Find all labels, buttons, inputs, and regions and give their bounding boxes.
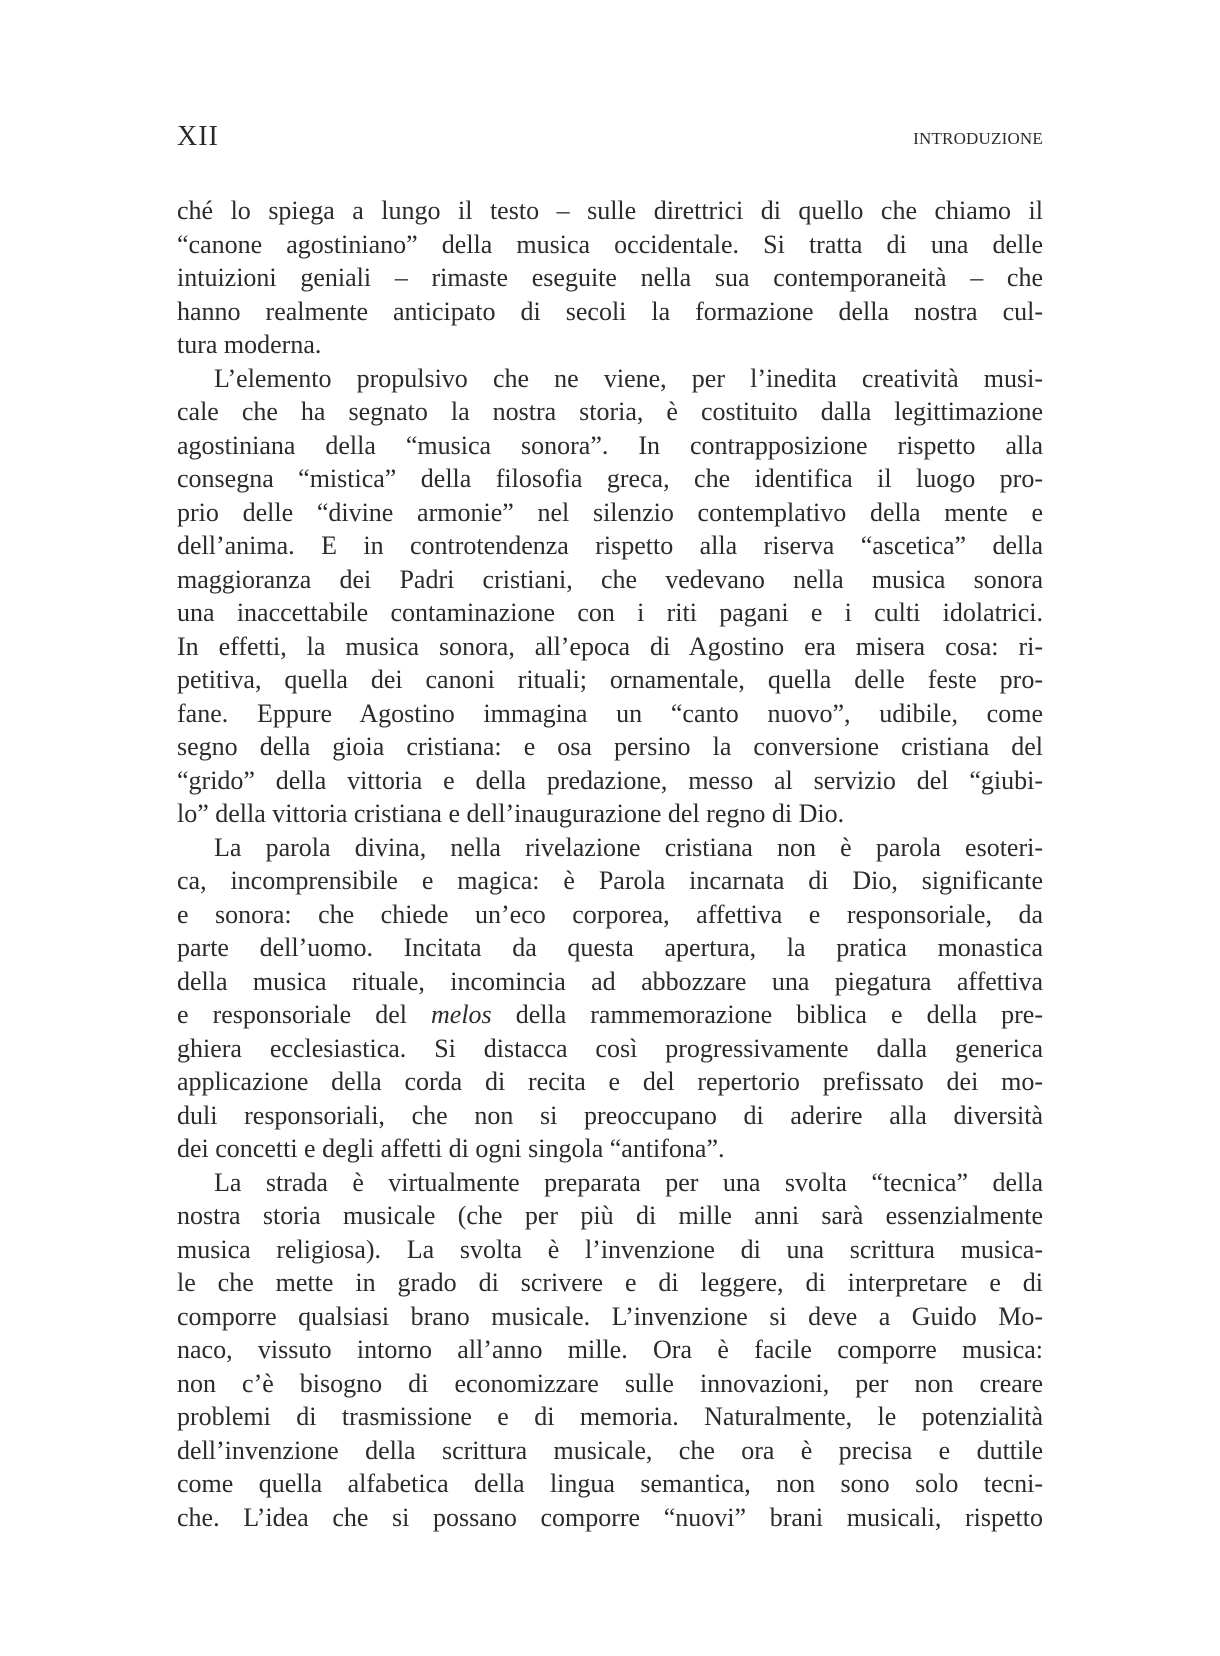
text-line: petitiva, quella dei canoni rituali; ornamentale, quella delle feste pro- <box>177 665 1043 694</box>
text-line: agostiniana della “musica sonora”. In contrapposizione rispetto alla <box>177 430 1043 460</box>
text-line: e responsoriale del melos della rammemorazione biblica e della pre- <box>177 1000 1043 1029</box>
text-line: ca, incomprensibile e magica: è Parola incarnata di Dio, significante <box>177 866 1043 895</box>
text-line: naco, vissuto intorno all’anno mille. Ora è facile comporre musica: <box>177 1335 1043 1364</box>
text-line: dell’invenzione della scrittura musicale, che ora è precisa e duttile <box>177 1435 1043 1465</box>
text-line: e sonora: che chiede un’eco corporea, affettiva e responsoriale, da <box>177 899 1043 929</box>
text-line: le che mette in grado di scrivere e di leggere, di interpretare e di <box>177 1268 1043 1297</box>
text-line: nostra storia musicale (che per più di mille anni sarà essenzialmente <box>177 1201 1043 1230</box>
text-line: problemi di trasmissione e di memoria. Naturalmente, le potenzialità <box>177 1402 1043 1431</box>
text-line: hanno realmente anticipato di secoli la formazione della nostra cul- <box>177 296 1043 326</box>
text-line: ghiera ecclesiastica. Si distacca così progressivamente dalla generica <box>177 1033 1043 1063</box>
text-line: La strada è virtualmente preparata per una svolta “tecnica” della <box>214 1167 1043 1197</box>
text-line: cale che ha segnato la nostra storia, è costituito dalla legittimazione <box>177 397 1043 426</box>
text-line: intuizioni geniali – rimaste eseguite nella sua contemporaneità – che <box>177 263 1043 292</box>
text-line: L’elemento propulsivo che ne viene, per l’inedita creatività musi- <box>214 363 1043 393</box>
text-line: tura moderna. <box>177 330 322 359</box>
text-line: dell’anima. E in controtendenza rispetto alla riserva “ascetica” della <box>177 531 1043 560</box>
text-line: La parola divina, nella rivelazione cristiana non è parola esoteri- <box>214 832 1043 862</box>
text-line: che. L’idea che si possano comporre “nuovi” brani musicali, rispetto <box>177 1502 1043 1532</box>
text-line: ché lo spiega a lungo il testo – sulle direttrici di quello che chiamo il <box>177 196 1043 225</box>
text-line: “grido” della vittoria e della predazione, messo al servizio del “giubi- <box>177 765 1043 795</box>
running-head <box>177 121 1043 161</box>
text-line: fane. Eppure Agostino immagina un “canto nuovo”, udibile, come <box>177 698 1043 728</box>
section-title: INTRODUZIONE <box>913 129 1043 148</box>
text-line: non c’è bisogno di economizzare sulle innovazioni, per non creare <box>177 1368 1043 1398</box>
text-line: una inaccettabile contaminazione con i riti pagani e i culti idolatrici. <box>177 598 1043 627</box>
text-line: come quella alfabetica della lingua semantica, non sono solo tecni- <box>177 1469 1043 1498</box>
text-line: della musica rituale, incomincia ad abbozzare una piegatura affettiva <box>177 966 1043 996</box>
body-text <box>177 194 1043 1534</box>
page-number: XII <box>177 121 219 152</box>
text-line: In effetti, la musica sonora, all’epoca di Agostino era misera cosa: ri- <box>177 631 1043 661</box>
text-line: maggioranza dei Padri cristiani, che vedevano nella musica sonora <box>177 564 1043 594</box>
text-line: duli responsoriali, che non si preoccupano di aderire alla diversità <box>177 1100 1043 1130</box>
text-line: lo” della vittoria cristiana e dell’inaugurazione del regno di Dio. <box>177 799 845 828</box>
text-line: “canone agostiniano” della musica occidentale. Si tratta di una delle <box>177 229 1043 259</box>
text-line: musica religiosa). La svolta è l’invenzione di una scrittura musica- <box>177 1234 1043 1264</box>
italic-term: melos <box>431 1000 492 1029</box>
text-line: comporre qualsiasi brano musicale. L’invenzione si deve a Guido Mo- <box>177 1301 1043 1331</box>
text-line: dei concetti e degli affetti di ogni singola “antifona”. <box>177 1134 725 1163</box>
text-line: parte dell’uomo. Incitata da questa apertura, la pratica monastica <box>177 933 1043 962</box>
text-line: consegna “mistica” della filosofia greca, che identifica il luogo pro- <box>177 464 1043 493</box>
text-line: applicazione della corda di recita e del repertorio prefissato dei mo- <box>177 1067 1043 1096</box>
text-line: prio delle “divine armonie” nel silenzio contemplativo della mente e <box>177 497 1043 527</box>
text-line: segno della gioia cristiana: e osa persino la conversione cristiana del <box>177 732 1043 761</box>
